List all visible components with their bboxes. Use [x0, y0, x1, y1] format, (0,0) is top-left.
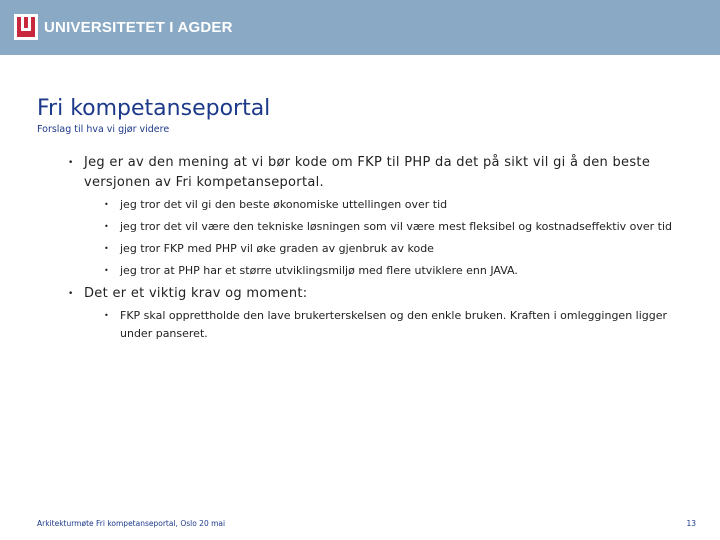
sub-bullet-item: [104, 307, 680, 343]
bullet-dot-icon: •: [104, 266, 109, 275]
university-logo: [14, 13, 233, 41]
page-number: 13: [686, 519, 696, 528]
slide-subtitle: Forslag til hva vi gjør videre: [37, 124, 170, 135]
sub-bullet-item: [104, 218, 680, 236]
bullet-dot-icon: •: [68, 289, 74, 299]
header-bar: [0, 0, 720, 55]
bullet-item: [68, 284, 708, 304]
slide-title: Fri kompetanseportal: [37, 96, 271, 121]
sub-bullet-item: [104, 262, 680, 280]
sub-bullet-item: [104, 240, 680, 258]
bullet-item: [68, 153, 708, 193]
sub-bullet-text: jeg tror det vil være den tekniske løsningen som vil være mest fleksibel og kostnadseffektiv over tid: [120, 220, 673, 233]
sub-bullet-list: [68, 196, 708, 280]
bullet-dot-icon: •: [104, 200, 109, 209]
bullet-dot-icon: •: [104, 222, 109, 231]
bullet-list: [68, 153, 708, 347]
logo-text: UNIVERSITETET I AGDER: [44, 18, 233, 36]
bullet-text: Jeg er av den mening at vi bør kode om FKP til PHP da det på sikt vil gi å den beste versjonen av Fri kompetanseportal.: [84, 155, 651, 190]
sub-bullet-list: [68, 307, 708, 343]
uia-logo-icon: [14, 14, 38, 40]
bullet-dot-icon: •: [104, 311, 109, 320]
sub-bullet-text: FKP skal opprettholde den lave brukerterskelsen og den enkle bruken. Kraften i omleggingen ligger under panseret.: [120, 309, 668, 340]
bullet-text: Det er et viktig krav og moment:: [84, 286, 308, 301]
footer-text: Arkitekturmøte Fri kompetanseportal, Oslo 20 mai: [37, 519, 226, 528]
sub-bullet-text: jeg tror FKP med PHP vil øke graden av gjenbruk av kode: [120, 242, 434, 255]
bullet-dot-icon: •: [68, 158, 74, 168]
sub-bullet-text: jeg tror det vil gi den beste økonomiske uttellingen over tid: [120, 198, 448, 211]
bullet-dot-icon: •: [104, 244, 109, 253]
sub-bullet-item: [104, 196, 680, 214]
sub-bullet-text: jeg tror at PHP har et større utviklingsmiljø med flere utviklere enn JAVA.: [120, 264, 518, 277]
